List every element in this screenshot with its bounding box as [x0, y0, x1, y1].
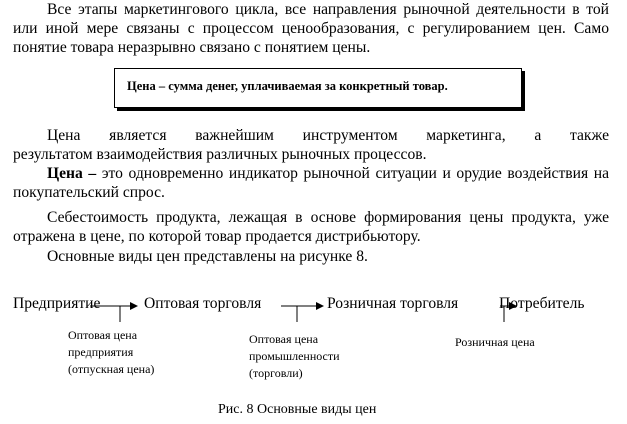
label-line: предприятия: [68, 345, 134, 359]
node-wholesale: Оптовая торговля: [144, 295, 262, 312]
paragraph-figure-ref: Основные виды цен представлены на рисунке 8.: [47, 248, 368, 265]
label-line: промышленности: [249, 349, 340, 363]
label-retail-price: [455, 334, 535, 351]
price-term: Цена –: [47, 165, 97, 182]
label-line: Розничная цена: [455, 335, 535, 349]
label-line: Оптовая цена: [249, 332, 319, 346]
node-retail: Розничная торговля: [327, 295, 459, 312]
paragraph-price-tool-line2: результатом взаимодействия различных рыночных процессов.: [13, 146, 427, 163]
label-industry-price: [249, 331, 340, 382]
paragraph-cost: Себестоимость продукта, лежащая в основе формирования цены продукта, уже отражена в цене, по которой товар продается дистрибьютору.: [13, 209, 609, 245]
node-consumer: Потребитель: [499, 295, 585, 312]
node-enterprise: Предприятие: [13, 295, 101, 312]
arrowhead-2: [316, 302, 324, 310]
label-line: (торговли): [249, 366, 303, 380]
definition-text: Цена – сумма денег, уплачиваемая за конкретный товар.: [127, 79, 448, 93]
label-line: Оптовая цена: [68, 328, 138, 342]
arrowhead-1: [130, 302, 138, 310]
paragraph-price-tool-line1: Цена является важнейшим инструментом маркетинга, а также: [47, 127, 609, 144]
label-enterprise-price: [68, 327, 154, 378]
figure-caption: Рис. 8 Основные виды цен: [218, 402, 377, 417]
label-line: (отпускная цена): [68, 362, 155, 376]
price-indicator-text: это одновременно индикатор рыночной ситуации и орудие воздействия на покупательский спрос.: [13, 165, 609, 201]
paragraph-intro: Все этапы маркетингового цикла, все направления рыночной деятельности в той или иной мере связаны с процессом ценообразования, с регулированием цен. Само понятие товара неразрывно связано с понятием цены.: [13, 1, 609, 56]
